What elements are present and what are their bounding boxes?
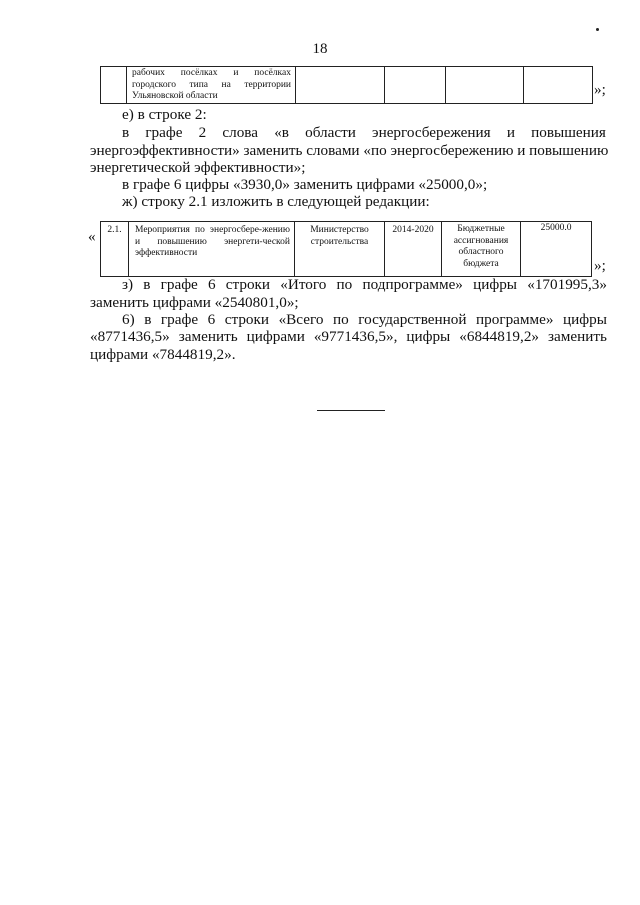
row-num: 2.1. <box>107 225 122 235</box>
para-e: е) в строке 2: <box>122 106 207 123</box>
row-amount-cell <box>521 222 592 277</box>
para-e2: в графе 6 цифры «3930,0» заменить цифрами «25000,0»; <box>122 176 488 193</box>
top-table-cell-5 <box>446 67 524 104</box>
top-table-cell-3 <box>296 67 385 104</box>
para-e1-line2: энергоэффективности» заменить словами «по энергосбережению и повышению <box>90 142 609 159</box>
top-table-cell-4 <box>385 67 446 104</box>
top-table-text: рабочих посёлках и посёлках городского типа на территории Ульяновской области <box>132 68 291 101</box>
row-name: Мероприятия по энергосбере-жению и повышению энергети-ческой эффективности <box>135 225 290 258</box>
row-ministry: Министерство строительства <box>310 225 369 247</box>
para-e1-line1: в графе 2 слова «в области энергосбережения и повышения <box>122 124 606 141</box>
end-rule <box>317 410 385 411</box>
para-6-line2: «8771436,5» заменить цифрами «9771436,5», цифры «6844819,2» заменить <box>90 328 607 345</box>
para-z-line2: заменить цифрами «2540801,0»; <box>90 294 299 311</box>
para-e1-line3: энергетической эффективности»; <box>90 159 306 176</box>
quote-open: « <box>88 228 96 245</box>
row-ministry-cell <box>295 222 385 277</box>
row-source-cell <box>442 222 521 277</box>
para-6-line3: цифрами «7844819,2». <box>90 346 236 363</box>
row-num-cell <box>101 222 129 277</box>
top-table-cell-6 <box>524 67 593 104</box>
top-table-cell-1 <box>101 67 127 104</box>
para-zh: ж) строку 2.1 изложить в следующей редакции: <box>122 193 430 210</box>
row-source: Бюджетные ассигнования областного бюджета <box>453 224 509 269</box>
para-6-line1: 6) в графе 6 строки «Всего по государственной программе» цифры <box>122 311 607 328</box>
row-amount: 25000.0 <box>540 223 572 233</box>
quote-close-1: »; <box>594 81 606 98</box>
page-number: 18 <box>312 41 328 57</box>
row-period-cell <box>385 222 442 277</box>
row-period: 2014-2020 <box>392 225 434 235</box>
top-table-cell-2 <box>127 67 296 104</box>
top-table-fragment <box>100 66 593 104</box>
quote-close-2: »; <box>594 257 606 274</box>
row-name-cell <box>129 222 295 277</box>
scan-dot <box>596 28 599 31</box>
row-2-1-table <box>100 221 592 277</box>
para-z-line1: з) в графе 6 строки «Итого по подпрограмме» цифры «1701995,3» <box>122 276 607 293</box>
